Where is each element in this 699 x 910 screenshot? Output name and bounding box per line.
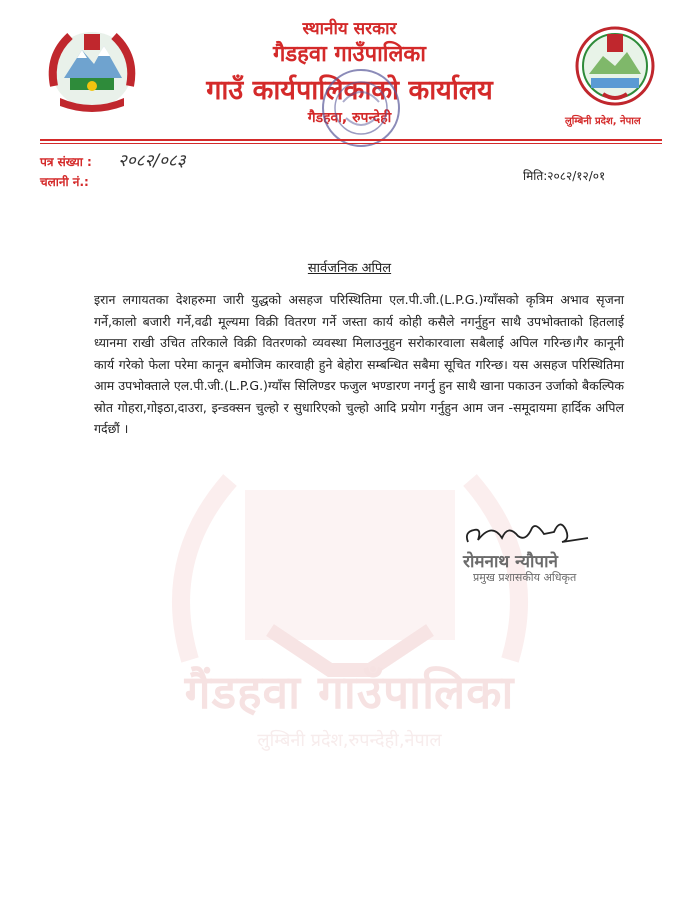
- ref-number-value: २०८२/०८३: [118, 151, 186, 171]
- watermark-subtitle: लुम्बिनी प्रदेश,रुपन्देही,नेपाल: [257, 730, 442, 751]
- header-local-government: स्थानीय सरकार: [302, 19, 397, 39]
- subject-text: सार्वजनिक अपिल: [307, 261, 392, 276]
- letter-subject: [0, 258, 699, 276]
- header-municipality-name: गैडहवा गाउँपालिका: [273, 42, 426, 67]
- header-rule: [40, 139, 662, 141]
- watermark-title: गैंडहवा गाउँपालिका: [184, 665, 515, 719]
- dispatch-number-label: चलानी नं.:: [40, 175, 89, 189]
- header-address: गैडहवा, रुपन्देही: [307, 110, 392, 126]
- signature-icon: [462, 512, 592, 552]
- signer-title: प्रमुख प्रशासकीय अधिकृत: [473, 571, 577, 584]
- ref-number-label: पत्र संख्या :: [40, 155, 92, 169]
- letter-date: मिति:२०८२/१२/०१: [523, 169, 606, 183]
- signer-name: रोमनाथ न्यौपाने: [463, 552, 558, 572]
- letter-body: इरान लगायतका देशहरुमा जारी युद्धको असहज परिस्थितिमा एल.पी.जी.(L.P.G.)ग्याँसको कृत्रिम अभाव सृजना गर्ने,कालो बजारी गर्ने,वढी मूल्यमा विक्री वितरण गर्ने जस्ता कार्य कोही कसैले नगर्नुहुन साथै उपभोक्ताको हितलाई ध्यानमा राखी उचित तरिकाले विक्री वितरणको व्यवस्था मिलाउनुहुन सरोकारवाला सबैलाई अपिल गरिन्छ।गैर कानूनी कार्य गरेको फेला परेमा कानून बमोजिम कारवाही हुने बेहोरा सम्बन्धित सबैमा सूचित गरिन्छ। यस असहज परिस्थितिमा आम उपभोक्ताले एल.पी.जी.(L.P.G.)ग्याँस सिलिण्डर फजुल भण्डारण नगर्नु हुन साथै खाना पकाउन उर्जाको बैकल्पिक स्रोत गोहरा,गोइठा,दाउरा, इन्डक्सन चुल्हो र सुधारिएको चुल्हो आदि प्रयोग गर्नुहुन आम जन -समूदायमा हार्दिक अपिल गर्दछौं ।: [94, 292, 624, 436]
- right-emblem-caption: लुम्बिनी प्रदेश, नेपाल: [565, 116, 641, 127]
- header-office-name: गाउँ कार्यपालिकाको कार्यालय: [206, 75, 493, 106]
- header-rule-thin: [40, 143, 662, 144]
